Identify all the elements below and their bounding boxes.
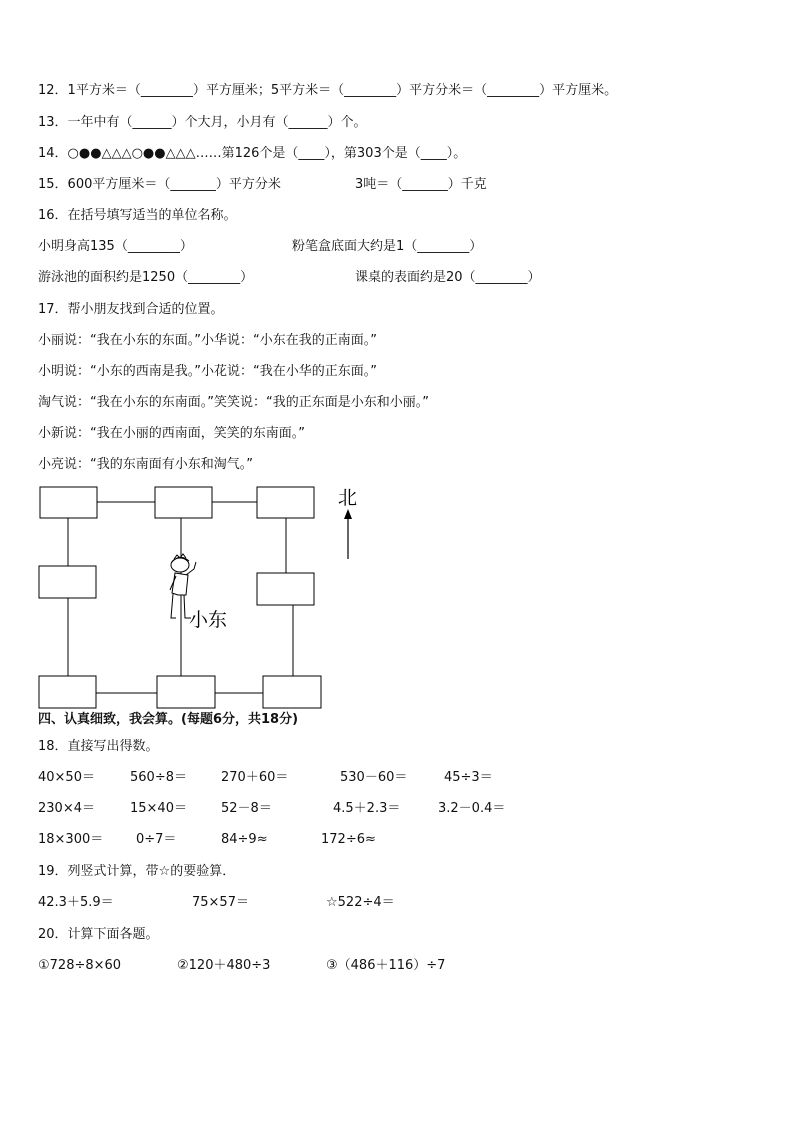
question-20-title: 20．计算下面各题。	[38, 927, 159, 942]
question-15a: 15．600平方厘米＝（_______）平方分米	[38, 177, 281, 192]
vertical-calc-item: ☆522÷4＝	[326, 895, 395, 910]
position-box	[257, 573, 314, 605]
calc-item: 3.2－0.4＝	[438, 801, 506, 816]
question-17-line: 小亮说：“我的东南面有小东和淘气。”	[38, 457, 253, 472]
question-15b: 3吨＝（_______）千克	[355, 177, 487, 192]
calc-item: 45÷3＝	[444, 770, 493, 785]
question-16-title: 16．在括号填写适当的单位名称。	[38, 208, 237, 223]
calc-item: 52－8＝	[221, 801, 272, 816]
expression-item: ①728÷8×60	[38, 958, 122, 973]
question-16d: 课桌的表面约是20（________）	[355, 270, 541, 285]
question-16b: 粉笔盒底面大约是1（________）	[292, 239, 483, 254]
question-14: 14．○●●△△△○●●△△△……第126个是（____），第303个是（____）。	[38, 146, 467, 161]
calc-item: 530－60＝	[340, 770, 408, 785]
position-box	[39, 566, 96, 598]
north-arrow-head-icon	[344, 509, 352, 519]
position-box	[155, 487, 212, 518]
calc-item: 560÷8＝	[130, 770, 187, 785]
question-17-line: 小新说：“我在小丽的西南面，笑笑的东南面。”	[38, 426, 305, 441]
question-18-title: 18．直接写出得数。	[38, 739, 159, 754]
section-4-heading: 四、认真细致，我会算。(每题6分，共18分)	[38, 712, 299, 727]
calc-item: 4.5＋2.3＝	[333, 801, 401, 816]
north-label: 北	[338, 487, 358, 509]
position-box	[157, 676, 215, 708]
question-17-title: 17．帮小朋友找到合适的位置。	[38, 302, 224, 317]
question-13: 13．一年中有（______）个大月，小月有（______）个。	[38, 115, 367, 130]
calc-item: 172÷6≈	[321, 832, 376, 847]
question-17-line: 小明说：“小东的西南是我。”小花说：“我在小华的正东面。”	[38, 364, 377, 379]
vertical-calc-item: 75×57＝	[192, 895, 249, 910]
position-box	[257, 487, 314, 518]
calc-item: 230×4＝	[38, 801, 95, 816]
question-17-line: 小丽说：“我在小东的东面。”小华说：“小东在我的正南面。”	[38, 333, 377, 348]
calc-item: 40×50＝	[38, 770, 95, 785]
vertical-calc-item: 42.3＋5.9＝	[38, 895, 114, 910]
calc-item: 84÷9≈	[221, 832, 268, 847]
question-12: 12．1平方米＝（________）平方厘米；5平方米＝（________）平方分米＝（________）平方厘米。	[38, 83, 618, 98]
position-box	[39, 676, 96, 708]
question-16c: 游泳池的面积约是1250（________）	[38, 270, 254, 285]
calc-item: 0÷7＝	[136, 832, 177, 847]
question-17-line: 淘气说：“我在小东的东南面。”笑笑说：“我的正东面是小东和小丽。”	[38, 395, 429, 410]
calc-item: 15×40＝	[130, 801, 187, 816]
question-19-title: 19．列竖式计算，带☆的要验算．	[38, 864, 236, 879]
position-map-diagram	[30, 478, 370, 710]
expression-item: ③（486＋116）÷7	[326, 958, 446, 973]
position-box	[263, 676, 321, 708]
question-16a: 小明身高135（________）	[38, 239, 193, 254]
calc-item: 18×300＝	[38, 832, 104, 847]
calc-item: 270＋60＝	[221, 770, 289, 785]
position-box	[40, 487, 97, 518]
expression-item: ②120＋480÷3	[177, 958, 271, 973]
person-label-xiaodong: 小东	[189, 609, 228, 631]
